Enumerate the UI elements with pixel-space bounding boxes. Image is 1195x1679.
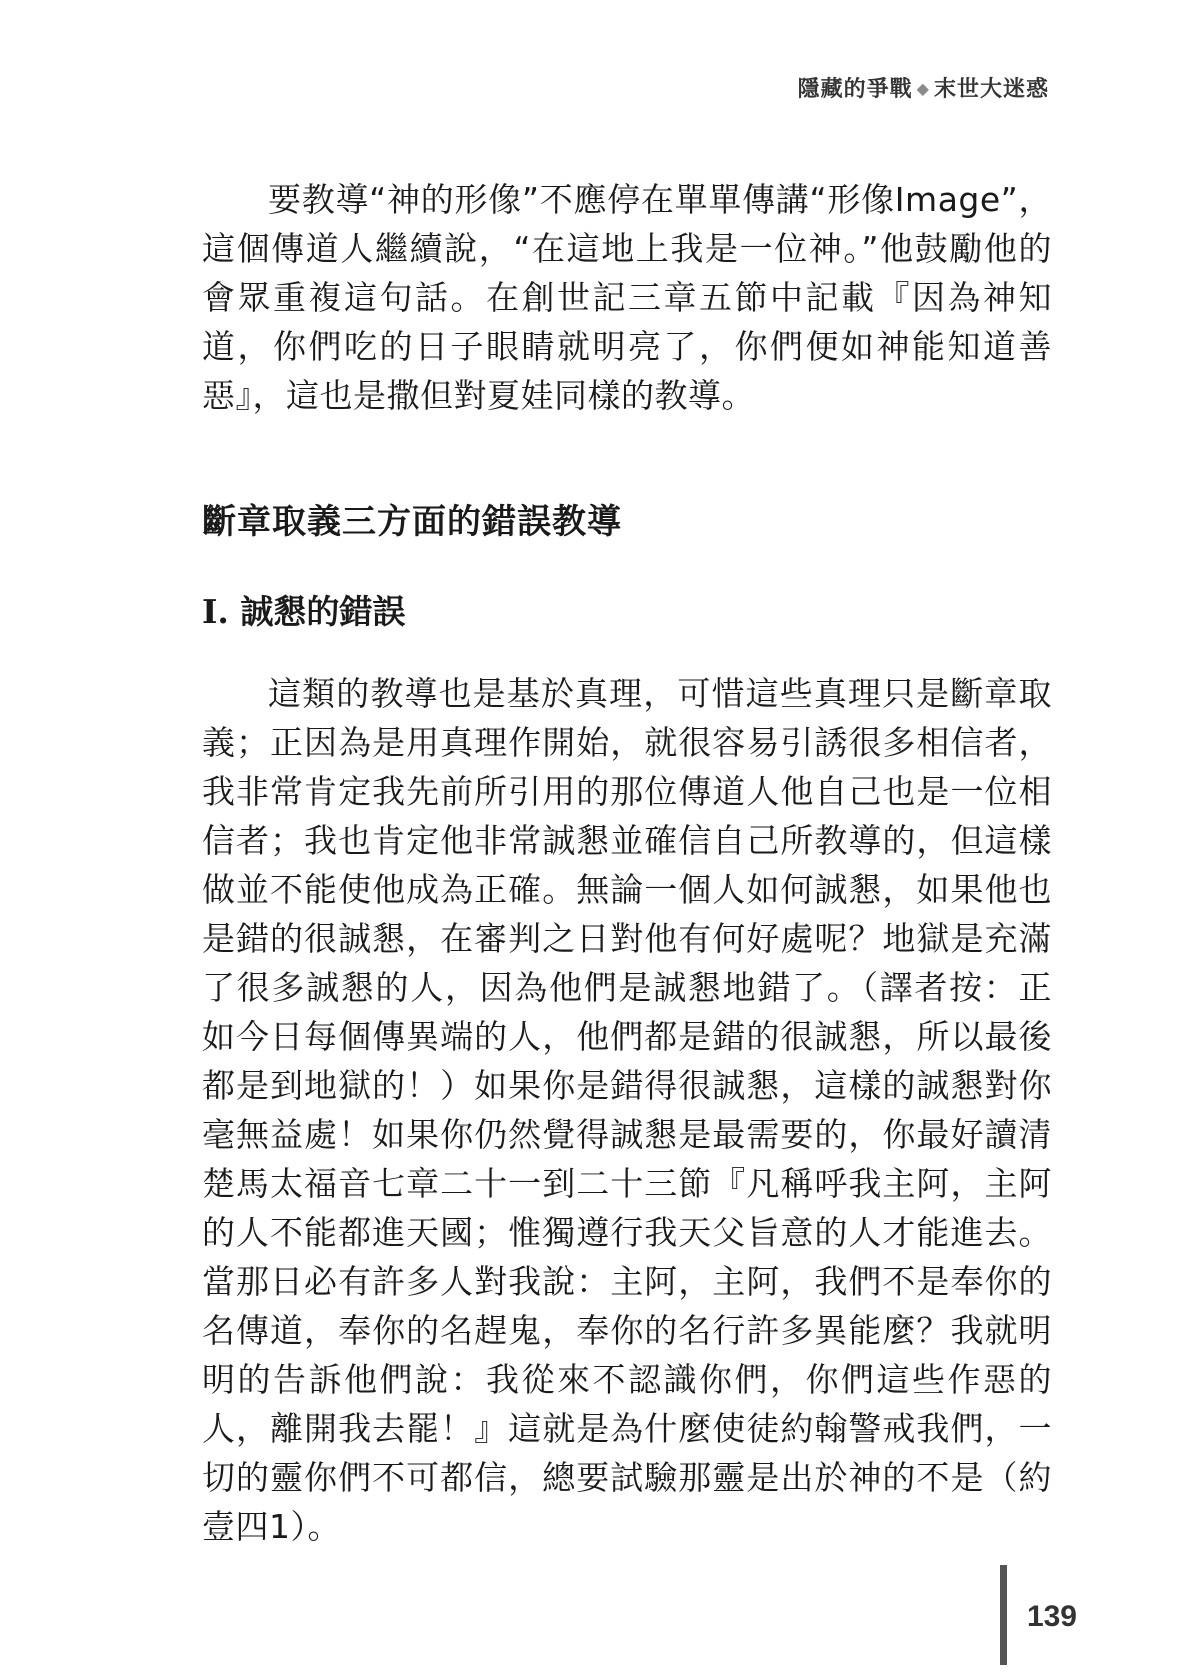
footer-rule xyxy=(1000,1565,1007,1665)
paragraph-intro: 要教導“神的形像”不應停在單單傳講“形像Image”，這個傳道人繼續說，“在這地上我是一位神。”他鼓勵他的會眾重複這句話。在創世記三章五節中記載『因為神知道，你們吃的日子眼睛就明亮了，你們便如神能知道善惡』，這也是撒但對夏娃同樣的教導。 xyxy=(202,180,1052,415)
page-number: 139 xyxy=(1026,1600,1077,1633)
paragraph-sincerity: 這類的教導也是基於真理，可惜這些真理只是斷章取義；正因為是用真理作開始，就很容易引誘很多相信者，我非常肯定我先前所引用的那位傳道人他自己也是一位相信者；我也肯定他非常誠懇並確信自己所教導的，但這樣做並不能使他成為正確。無論一個人如何誠懇，如果他也是錯的很誠懇，在審判之日對他有何好處呢？地獄是充滿了很多誠懇的人，因為他們是誠懇地錯了。（譯者按：正如今日每個傳異端的人，他們都是錯的很誠懇，所以最後都是到地獄的！）如果你是錯得很誠懇，這樣的誠懇對你毫無益處！如果你仍然覺得誠懇是最需要的，你最好讀清楚馬太福音七章二十一到二十三節『凡稱呼我主阿，主阿的人不能都進天國；惟獨遵行我天父旨意的人才能進去。當那日必有許多人對我說：主阿，主阿，我們不是奉你的名傳道，奉你的名趕鬼，奉你的名行許多異能麼？我就明明的告訴他們說：我從來不認識你們，你們這些作惡的人，離開我去罷！』這就是為什麼使徒約翰警戒我們，一切的靈你們不可都信，總要試驗那靈是出於神的不是（約壹四1）。 xyxy=(202,674,1052,1546)
header-section-title: 末世大迷惑 xyxy=(933,77,1049,102)
header-book-title: 隱藏的爭戰 xyxy=(797,77,913,102)
diamond-icon: ◆ xyxy=(916,79,930,98)
page-footer xyxy=(1000,1565,1077,1665)
page-content xyxy=(202,175,1052,1551)
section-heading: 斷章取義三方面的錯誤教導 xyxy=(202,502,622,542)
subsection-heading: I. 誠懇的錯誤 xyxy=(202,592,406,631)
running-header xyxy=(798,72,1049,103)
